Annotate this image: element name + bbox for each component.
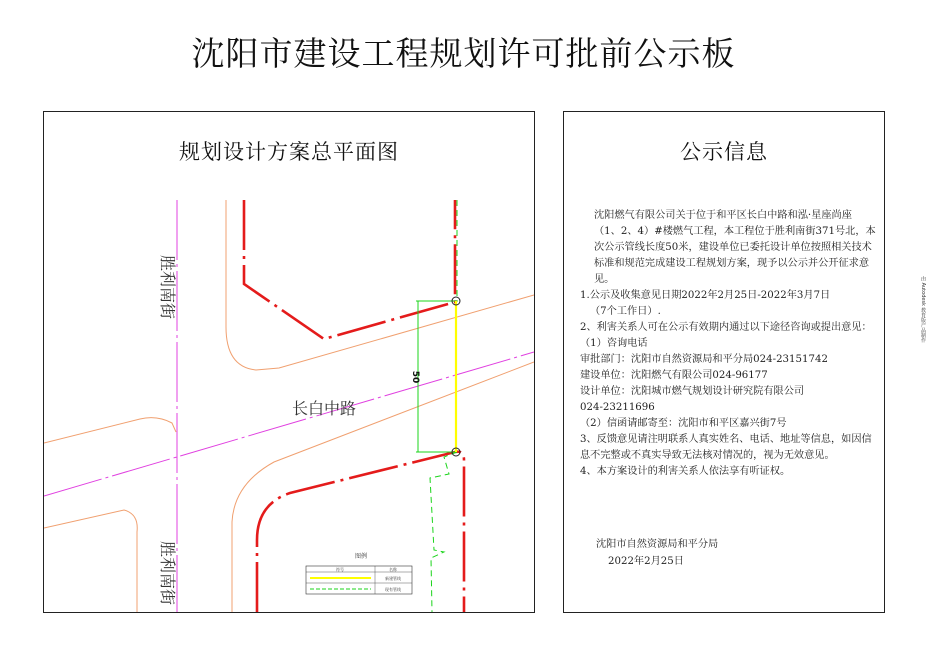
info-designer: 设计单位：沈阳城市燃气规划设计研究院有限公司 [580, 386, 805, 397]
signature-org: 沈阳市自然资源局和平分局 [596, 539, 719, 550]
legend-col-name: 名称 [389, 567, 397, 572]
public-info-panel [563, 111, 885, 613]
dimension-marker [416, 301, 456, 452]
road-label-shengli-top: 胜利南街 [158, 254, 177, 320]
map-legend [306, 552, 412, 594]
legend-col-symbol: 符号 [336, 567, 344, 572]
centerline-changbai [44, 352, 534, 496]
public-info-text [580, 208, 876, 480]
site-plan-panel [43, 111, 535, 613]
info-item-2a: （1）咨询电话 [580, 338, 648, 349]
info-item-2: 2、利害关系人可在公示有效期内通过以下途径咨询或提出意见： [580, 322, 872, 333]
road-edge-nw [44, 418, 176, 443]
road-edges [44, 200, 534, 612]
side-watermark-note: 由 Autodesk 教育版产品制作 [920, 276, 926, 343]
road-centerlines [44, 200, 534, 612]
site-plan-title: 规划设计方案总平面图 [179, 140, 399, 164]
board-title: 沈阳市建设工程规划许可批前公示板 [191, 34, 736, 73]
info-designer-phone: 024-23211696 [580, 402, 655, 413]
road-edge-sw [44, 510, 137, 612]
info-item-3: 3、反馈意见请注明联系人真实姓名、电话、地址等信息，如因信息不完整或不真实导致无法核对情况的，视为无效意见。 [580, 434, 872, 461]
info-item-1-sub: （7个工作日）. [590, 306, 661, 317]
info-builder: 建设单位：沈阳燃气有限公司024-96177 [580, 370, 768, 381]
info-approval-dept: 审批部门：沈阳市自然资源局和平分局024-23151742 [580, 354, 828, 365]
site-plan-map [44, 112, 534, 612]
road-label-shengli-bottom: 胜利南街 [158, 540, 177, 606]
legend-row-new: 新建管线 [385, 576, 401, 581]
dimension-label: 50 [410, 370, 420, 384]
info-intro: 沈阳燃气有限公司关于位于和平区长白中路和泓·星座尚座（1、2、4）#楼燃气工程，本工程位于胜利南街371号北，本次公示管线长度50米，建设单位已委托设计单位按照相关技术标准和规范完成建设工程规划方案，现予以公示并公开征求意见。 [594, 210, 876, 285]
signature-date: 2022年2月25日 [608, 556, 684, 567]
road-label-changbai: 长白中路 [291, 399, 357, 418]
public-info-title: 公示信息 [680, 140, 768, 164]
info-item-4: 4、本方案设计的利害关系人依法享有听证权。 [580, 466, 791, 477]
legend-title: 图例 [354, 553, 368, 560]
existing-pipe [430, 200, 457, 612]
info-item-1: 1.公示及收集意见日期2022年2月25日-2022年3月7日 [580, 290, 831, 301]
info-item-2b: （2）信函请邮寄至：沈阳市和平区嘉兴街7号 [580, 418, 787, 429]
legend-row-existing: 现有管线 [385, 587, 401, 592]
boundary-north [244, 200, 455, 339]
road-edge-ne [226, 200, 534, 370]
